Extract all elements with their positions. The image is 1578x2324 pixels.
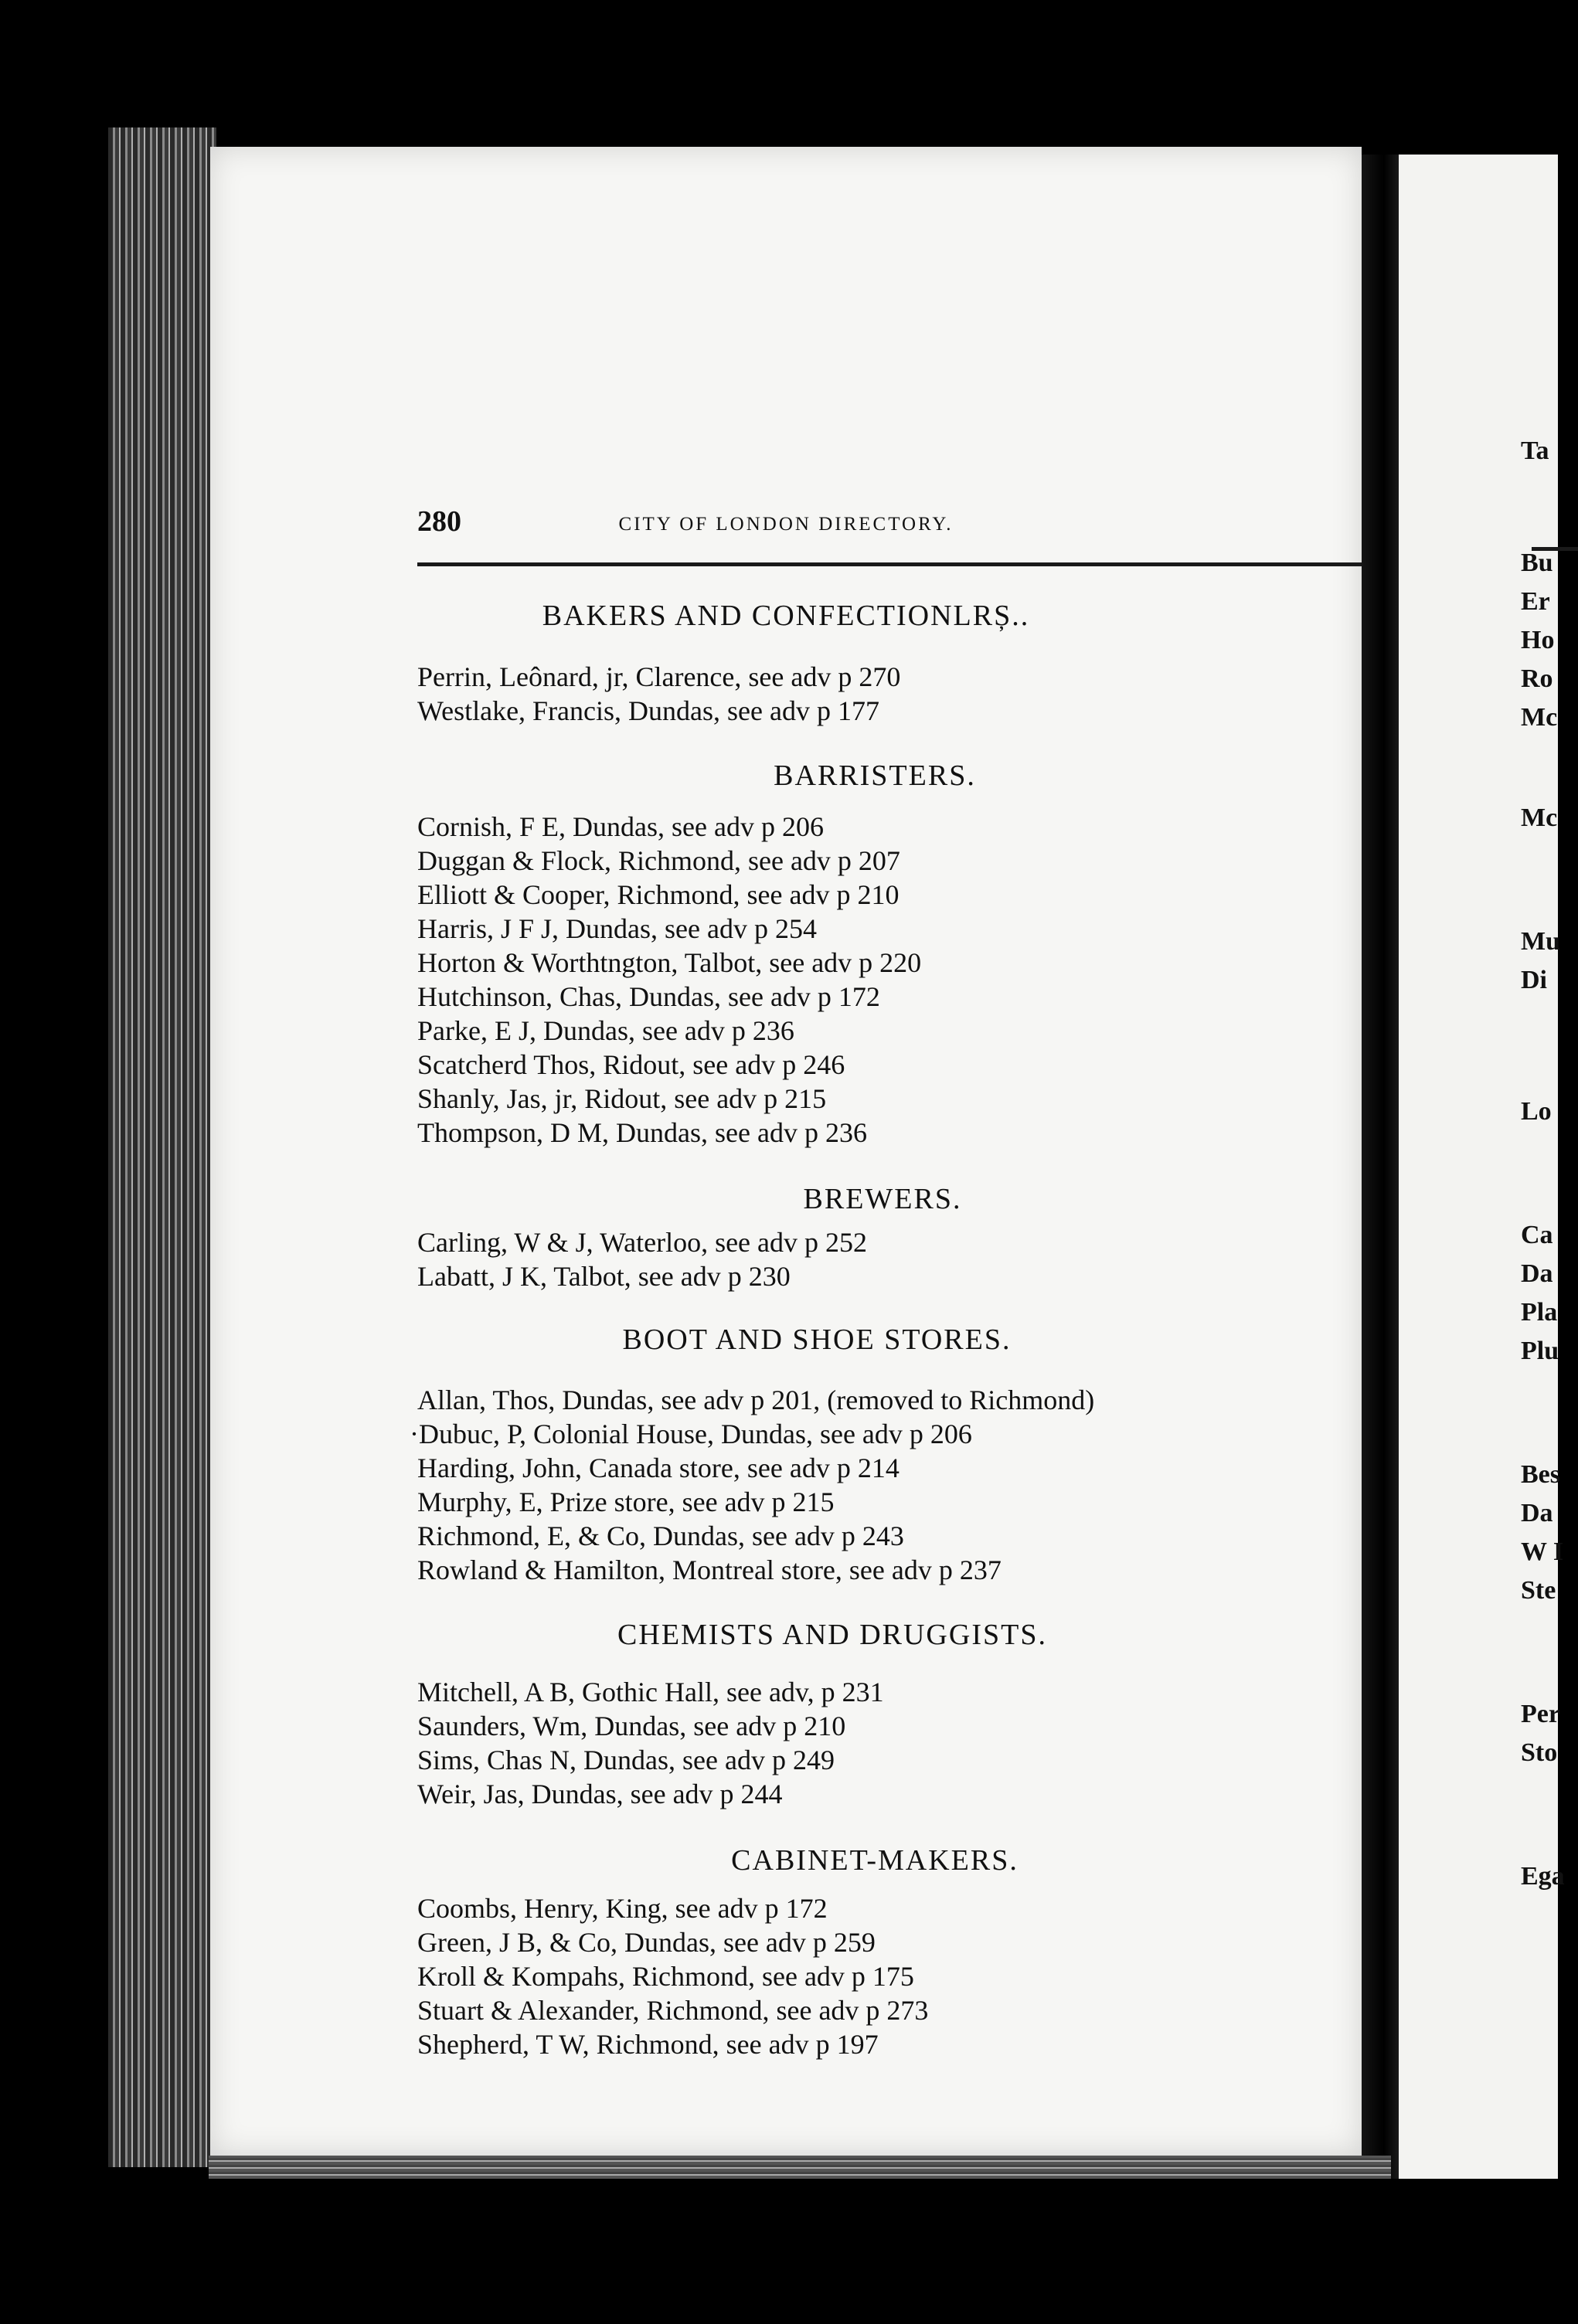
- list-item: Green, J B, & Co, Dundas, see adv p 259: [417, 1927, 876, 1958]
- list-item: Rowland & Hamilton, Montreal store, see adv p 237: [417, 1554, 1002, 1585]
- list-item: Labatt, J K, Talbot, see adv p 230: [417, 1261, 791, 1292]
- list-item: Duggan & Flock, Richmond, see adv p 207: [417, 845, 900, 876]
- adjacent-text: Plu: [1521, 1337, 1559, 1365]
- list-item: Allan, Thos, Dundas, see adv p 201, (removed to Richmond): [417, 1385, 1095, 1415]
- adjacent-text: Ega: [1521, 1862, 1565, 1891]
- list-item: Richmond, E, & Co, Dundas, see adv p 243: [417, 1520, 904, 1551]
- section-heading: BARRISTERS.: [774, 759, 976, 792]
- adjacent-text: Mc: [1521, 703, 1558, 732]
- adjacent-text: Ho: [1521, 626, 1555, 654]
- list-item: Westlake, Francis, Dundas, see adv p 177: [417, 695, 879, 726]
- adjacent-text: Da: [1521, 1259, 1553, 1288]
- list-item: Coombs, Henry, King, see adv p 172: [417, 1893, 828, 1924]
- list-item: Cornish, F E, Dundas, see adv p 206: [417, 811, 824, 842]
- adjacent-text: Bes: [1521, 1460, 1560, 1489]
- adjacent-text: Ro: [1521, 664, 1553, 693]
- adjacent-text: Ta: [1521, 437, 1549, 465]
- running-head: CITY OF LONDON DIRECTORY.: [618, 514, 954, 535]
- section-heading: BREWERS.: [803, 1183, 962, 1215]
- list-item: ·Dubuc, P, Colonial House, Dundas, see adv p 206: [410, 1419, 972, 1449]
- adjacent-text: Pla: [1521, 1298, 1558, 1327]
- list-item: Hutchinson, Chas, Dundas, see adv p 172: [417, 981, 880, 1012]
- list-item: Murphy, E, Prize store, see adv p 215: [417, 1486, 835, 1517]
- list-item: Sims, Chas N, Dundas, see adv p 249: [417, 1745, 835, 1775]
- book-bottom-edge: [209, 2156, 1391, 2179]
- book-gutter: [1362, 155, 1399, 2179]
- adjacent-text: W I: [1521, 1537, 1564, 1566]
- section-heading: BOOT AND SHOE STORES.: [622, 1323, 1012, 1356]
- list-item: Weir, Jas, Dundas, see adv p 244: [417, 1779, 783, 1809]
- directory-page: [210, 147, 1362, 2156]
- page-header: [210, 505, 1362, 551]
- list-item: Carling, W & J, Waterloo, see adv p 252: [417, 1227, 868, 1258]
- adjacent-text: Per: [1521, 1700, 1560, 1728]
- list-item: Scatcherd Thos, Ridout, see adv p 246: [417, 1049, 845, 1080]
- list-item: Shepherd, T W, Richmond, see adv p 197: [417, 2029, 879, 2060]
- section-heading: CHEMISTS AND DRUGGISTS.: [617, 1619, 1047, 1651]
- adjacent-text: Er: [1521, 587, 1550, 616]
- list-item: Stuart & Alexander, Richmond, see adv p 273: [417, 1995, 929, 2026]
- adjacent-text: Mc: [1521, 804, 1558, 832]
- list-item: Harris, J F J, Dundas, see adv p 254: [417, 913, 817, 944]
- adjacent-text: Ca: [1521, 1221, 1553, 1249]
- list-item: Perrin, Leônard, jr, Clarence, see adv p 270: [417, 661, 901, 692]
- header-rule: [417, 562, 1468, 566]
- list-item: Horton & Worthtngton, Talbot, see adv p 220: [417, 947, 922, 978]
- adjacent-text: Sto: [1521, 1738, 1558, 1767]
- page-number: 280: [417, 505, 461, 538]
- list-item: Mitchell, A B, Gothic Hall, see adv, p 231: [417, 1677, 884, 1707]
- book-page-edges: [108, 127, 216, 2167]
- adjacent-text: Mu: [1521, 927, 1560, 956]
- adjacent-text: Da: [1521, 1499, 1553, 1527]
- adjacent-page-fragment: [1399, 155, 1565, 2179]
- adjacent-text: Ste: [1521, 1576, 1556, 1605]
- list-item: Saunders, Wm, Dundas, see adv p 210: [417, 1711, 846, 1741]
- list-item: Harding, John, Canada store, see adv p 214: [417, 1452, 900, 1483]
- adjacent-text: Di: [1521, 966, 1547, 994]
- section-heading: CABINET-MAKERS.: [731, 1844, 1019, 1877]
- list-item: Thompson, D M, Dundas, see adv p 236: [417, 1117, 867, 1148]
- list-item: Kroll & Kompahs, Richmond, see adv p 175: [417, 1961, 914, 1992]
- adjacent-text: Lo: [1521, 1097, 1552, 1126]
- list-item: Elliott & Cooper, Richmond, see adv p 210: [417, 879, 900, 910]
- list-item: Shanly, Jas, jr, Ridout, see adv p 215: [417, 1083, 827, 1114]
- list-item: Parke, E J, Dundas, see adv p 236: [417, 1015, 794, 1046]
- adjacent-text: Bu: [1521, 549, 1553, 577]
- section-heading: BAKERS AND CONFECTIONLRȘ..: [542, 600, 1030, 632]
